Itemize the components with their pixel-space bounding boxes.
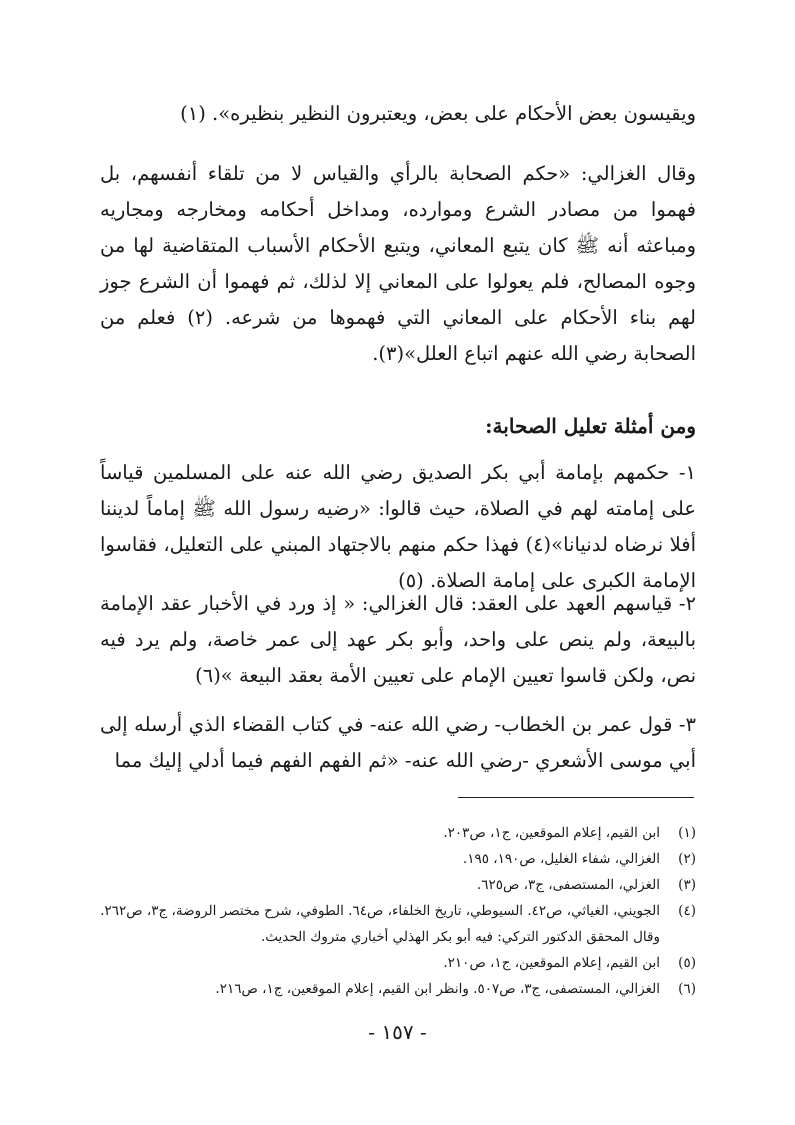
- footnotes: [100, 820, 696, 1002]
- footnote-number: (٥): [678, 955, 696, 971]
- page-number: - ١٥٧ -: [368, 1020, 427, 1044]
- footnote-item: [100, 950, 696, 976]
- paragraph-example-3: ٣- قول عمر بن الخطاب- رضي الله عنه- في كتاب القضاء الذي أرسله إلى أبي موسى الأشعري -رضي الله عنه- «ثم الفهم الفهم فيما أدلي إليك مما: [100, 713, 696, 772]
- section-heading: ومن أمثلة تعليل الصحابة:: [485, 414, 696, 438]
- footnote-item: [100, 846, 696, 872]
- footnote-text: ابن القيم، إعلام الموقعين، ج١، ص٢٠٣.: [443, 825, 660, 841]
- paragraph-example-1: ١- حكمهم بإمامة أبي بكر الصديق رضي الله عنه على المسلمين قياساً على إمامته لهم في الصلاة، حيث قالوا: «رضيه رسول الله ﷺ إماماً لديننا أفلا نرضاه لدنيانا»(٤) فهذا حكم منهم بالاجتهاد المبني على التعليل، فقاسوا الإمامة الكبرى على إمامة الصلاة. (٥): [100, 461, 696, 592]
- footnote-text: الغزلي، المستصفى، ج٣، ص٦٢٥.: [476, 877, 660, 893]
- footnote-number: (٦): [678, 981, 696, 997]
- footnote-item: [100, 820, 696, 846]
- footnote-item: [100, 898, 696, 950]
- footnote-number: (٤): [678, 903, 696, 919]
- paragraph-example-2: ٢- قياسهم العهد على العقد: قال الغزالي: « إذ ورد في الأخبار عقد الإمامة بالبيعة، ولم ينص على واحد، وأبو بكر عهد إلى عمر خاصة، ولم يرد فيه نص، ولكن قاسوا تعيين الإمام على تعيين الأمة بعقد البيعة »(٦): [100, 592, 696, 687]
- footnote-item: [100, 976, 696, 1002]
- footnote-number: (٢): [678, 851, 696, 867]
- footnote-text: الجويني، الغياثي، ص٤٢. السيوطي، تاريخ الخلفاء، ص٦٤. الطوفي، شرح مختصر الروضة، ج٣، ص٢٦٢. وقال المحقق الدكتور التركي: فيه أبو بكر الهذلي أخباري متروك الحديث.: [100, 903, 660, 945]
- paragraph-ghazali-quote: وقال الغزالي: «حكم الصحابة بالرأي والقياس لا من تلقاء أنفسهم، بل فهموا من مصادر الشرع وموارده، ومداخل أحكامه ومخارجه ومجاريه ومباعثه أنه ﷺ كان يتبع المعاني، ويتبع الأحكام الأسباب المتقاضية لها من وجوه المصالح، فلم يعولوا على المعاني إلا لذلك، ثم فهموا أن الشرع جوز لهم بناء الأحكام على المعاني التي فهموها من شرعه. (٢) فعلم من الصحابة رضي الله عنهم اتباع العلل»(٣).: [100, 162, 696, 365]
- footnote-text: الغزالي، شفاء الغليل، ص١٩٠، ١٩٥.: [462, 851, 660, 867]
- footnote-number: (١): [678, 825, 696, 841]
- footnote-divider: [458, 797, 694, 798]
- paragraph-continuation: ويقيسون بعض الأحكام على بعض، ويعتبرون النظير بنظيره». (١): [180, 102, 696, 125]
- footnote-number: (٣): [678, 877, 696, 893]
- footnote-text: الغزالي، المستصفى، ج٣، ص٥٠٧. وانظر ابن القيم، إعلام الموقعين، ج١، ص٢١٦.: [215, 981, 660, 997]
- footnote-item: [100, 872, 696, 898]
- footnote-text: ابن القيم، إعلام الموقعين، ج١، ص٢١٠.: [443, 955, 660, 971]
